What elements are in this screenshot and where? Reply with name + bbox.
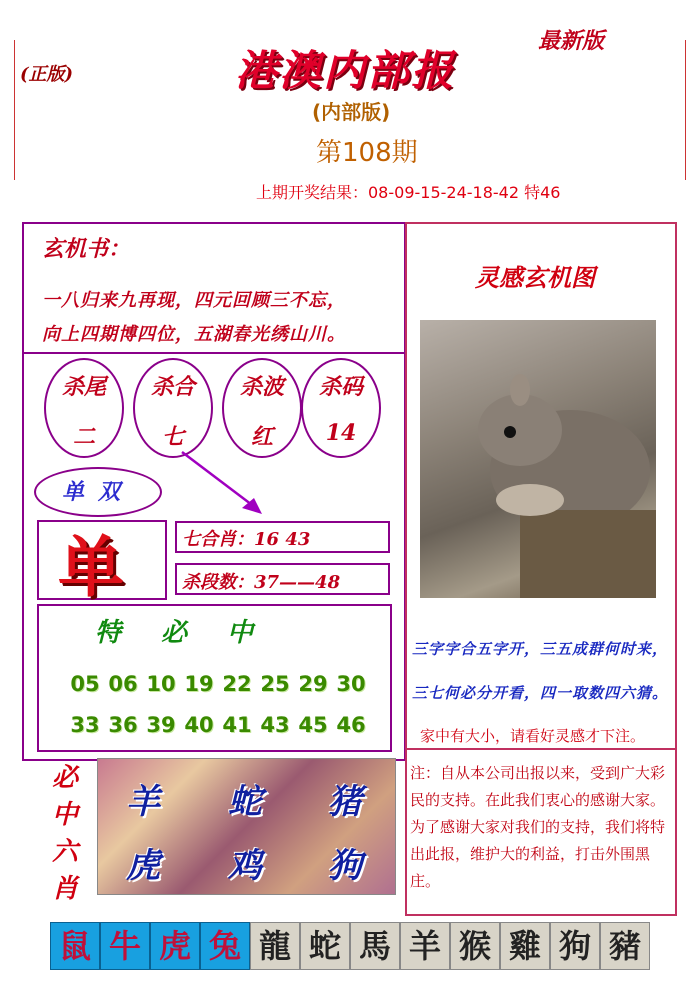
oval-kill-sum-title: 杀合: [150, 374, 195, 400]
mystery-poem-line1: 一八归来九再现，四元回顾三不忘，: [42, 290, 346, 311]
last-result: 上期开奖结果：08-09-15-24-18-42 特46: [256, 183, 561, 202]
side-char: 六: [51, 837, 78, 867]
divider: [405, 748, 675, 750]
oval-kill-code-title: 杀码: [318, 374, 363, 400]
divider: [22, 352, 404, 354]
zodiac-tile: 猴: [450, 922, 500, 970]
spirit-poem-line2: 三七何必分开看，四一取数四六猜。: [412, 684, 669, 702]
zodiac-tile: 牛: [100, 922, 150, 970]
zodiac-tile: 龍: [250, 922, 300, 970]
number-cell: 43: [260, 713, 290, 737]
oval-kill-tail-value: 二: [72, 424, 95, 450]
side-vertical-label: [50, 760, 80, 908]
oval-kill-sum-value: 七: [161, 424, 184, 450]
squirrel-icon: [420, 320, 656, 598]
zodiac-tile: 雞: [500, 922, 550, 970]
zodiac-tile: 羊: [400, 922, 450, 970]
zodiac-tile: 蛇: [300, 922, 350, 970]
spirit-note: 家中有大小，请看好灵感才下注。: [420, 727, 646, 745]
zodiac-tile: 豬: [600, 922, 650, 970]
notice-text: 注：自从本公司出报以来，受到广大彩民的支持。在此我们衷心的感谢大家。为了感谢大家对我们的支持，我们将特出此报，维护大的利益，打击外围黑庄。: [410, 764, 666, 890]
mystery-book-label: 玄机书：: [42, 236, 131, 262]
number-cell: 30: [336, 672, 366, 696]
issue-number: 第108期: [316, 138, 418, 168]
number-cell: 45: [298, 713, 328, 737]
oval-kill-tail-title: 杀尾: [61, 374, 106, 400]
seven-combo: 七合肖：16 43: [182, 529, 311, 550]
zodiac-pick: 虎: [126, 846, 160, 886]
odd-even-label: 单双: [61, 479, 134, 505]
internal-edition-label: (内部版): [312, 100, 391, 124]
spirit-title: 灵感玄机图: [475, 263, 595, 292]
number-cell: 19: [184, 672, 214, 696]
zodiac-tile: 兔: [200, 922, 250, 970]
number-cell: 29: [298, 672, 328, 696]
zodiac-pick: 狗: [328, 846, 362, 886]
oval-kill-code-value: 14: [325, 420, 357, 446]
number-cell: 41: [222, 713, 252, 737]
numbers-row-1: [66, 672, 370, 696]
frame-right-line: [685, 40, 686, 180]
zodiac-tile: 鼠: [50, 922, 100, 970]
number-cell: 39: [146, 713, 176, 737]
oval-kill-wave-title: 杀波: [239, 374, 284, 400]
side-char: 必: [51, 763, 78, 793]
spirit-poem-line1: 三字字合五字开，三五成群何时来，: [412, 640, 669, 658]
side-char: 中: [51, 800, 78, 830]
latest-edition-label: 最新版: [538, 28, 605, 54]
big-char: 单: [58, 528, 124, 606]
numbers-row-2: [66, 713, 370, 737]
zodiac-tile: 虎: [150, 922, 200, 970]
number-cell: 05: [70, 672, 100, 696]
side-char: 肖: [51, 874, 78, 904]
oval-kill-wave-value: 红: [250, 424, 273, 450]
zodiac-pick: 鸡: [228, 846, 262, 886]
number-cell: 33: [70, 713, 100, 737]
zodiac-pick: 猪: [328, 782, 362, 822]
number-cell: 46: [336, 713, 366, 737]
edition-official-label: (正版): [20, 64, 74, 85]
page-title: 港澳内部报: [235, 46, 456, 95]
number-cell: 06: [108, 672, 138, 696]
zodiac-pick: 羊: [126, 782, 160, 822]
number-cell: 10: [146, 672, 176, 696]
mystery-poem-line2: 向上四期博四位，五湖春光绣山川。: [42, 324, 346, 345]
zodiac-pick: 蛇: [228, 782, 262, 822]
frame-left-line: [14, 40, 15, 180]
zodiac-tile: 狗: [550, 922, 600, 970]
zodiac-tile: 馬: [350, 922, 400, 970]
number-cell: 40: [184, 713, 214, 737]
kill-sum: 杀段数：37——48: [182, 572, 341, 593]
arrow-icon: [178, 448, 268, 520]
squirrel-photo: [420, 320, 656, 598]
number-cell: 22: [222, 672, 252, 696]
special-title: 特必中: [95, 618, 294, 648]
number-cell: 25: [260, 672, 290, 696]
number-cell: 36: [108, 713, 138, 737]
